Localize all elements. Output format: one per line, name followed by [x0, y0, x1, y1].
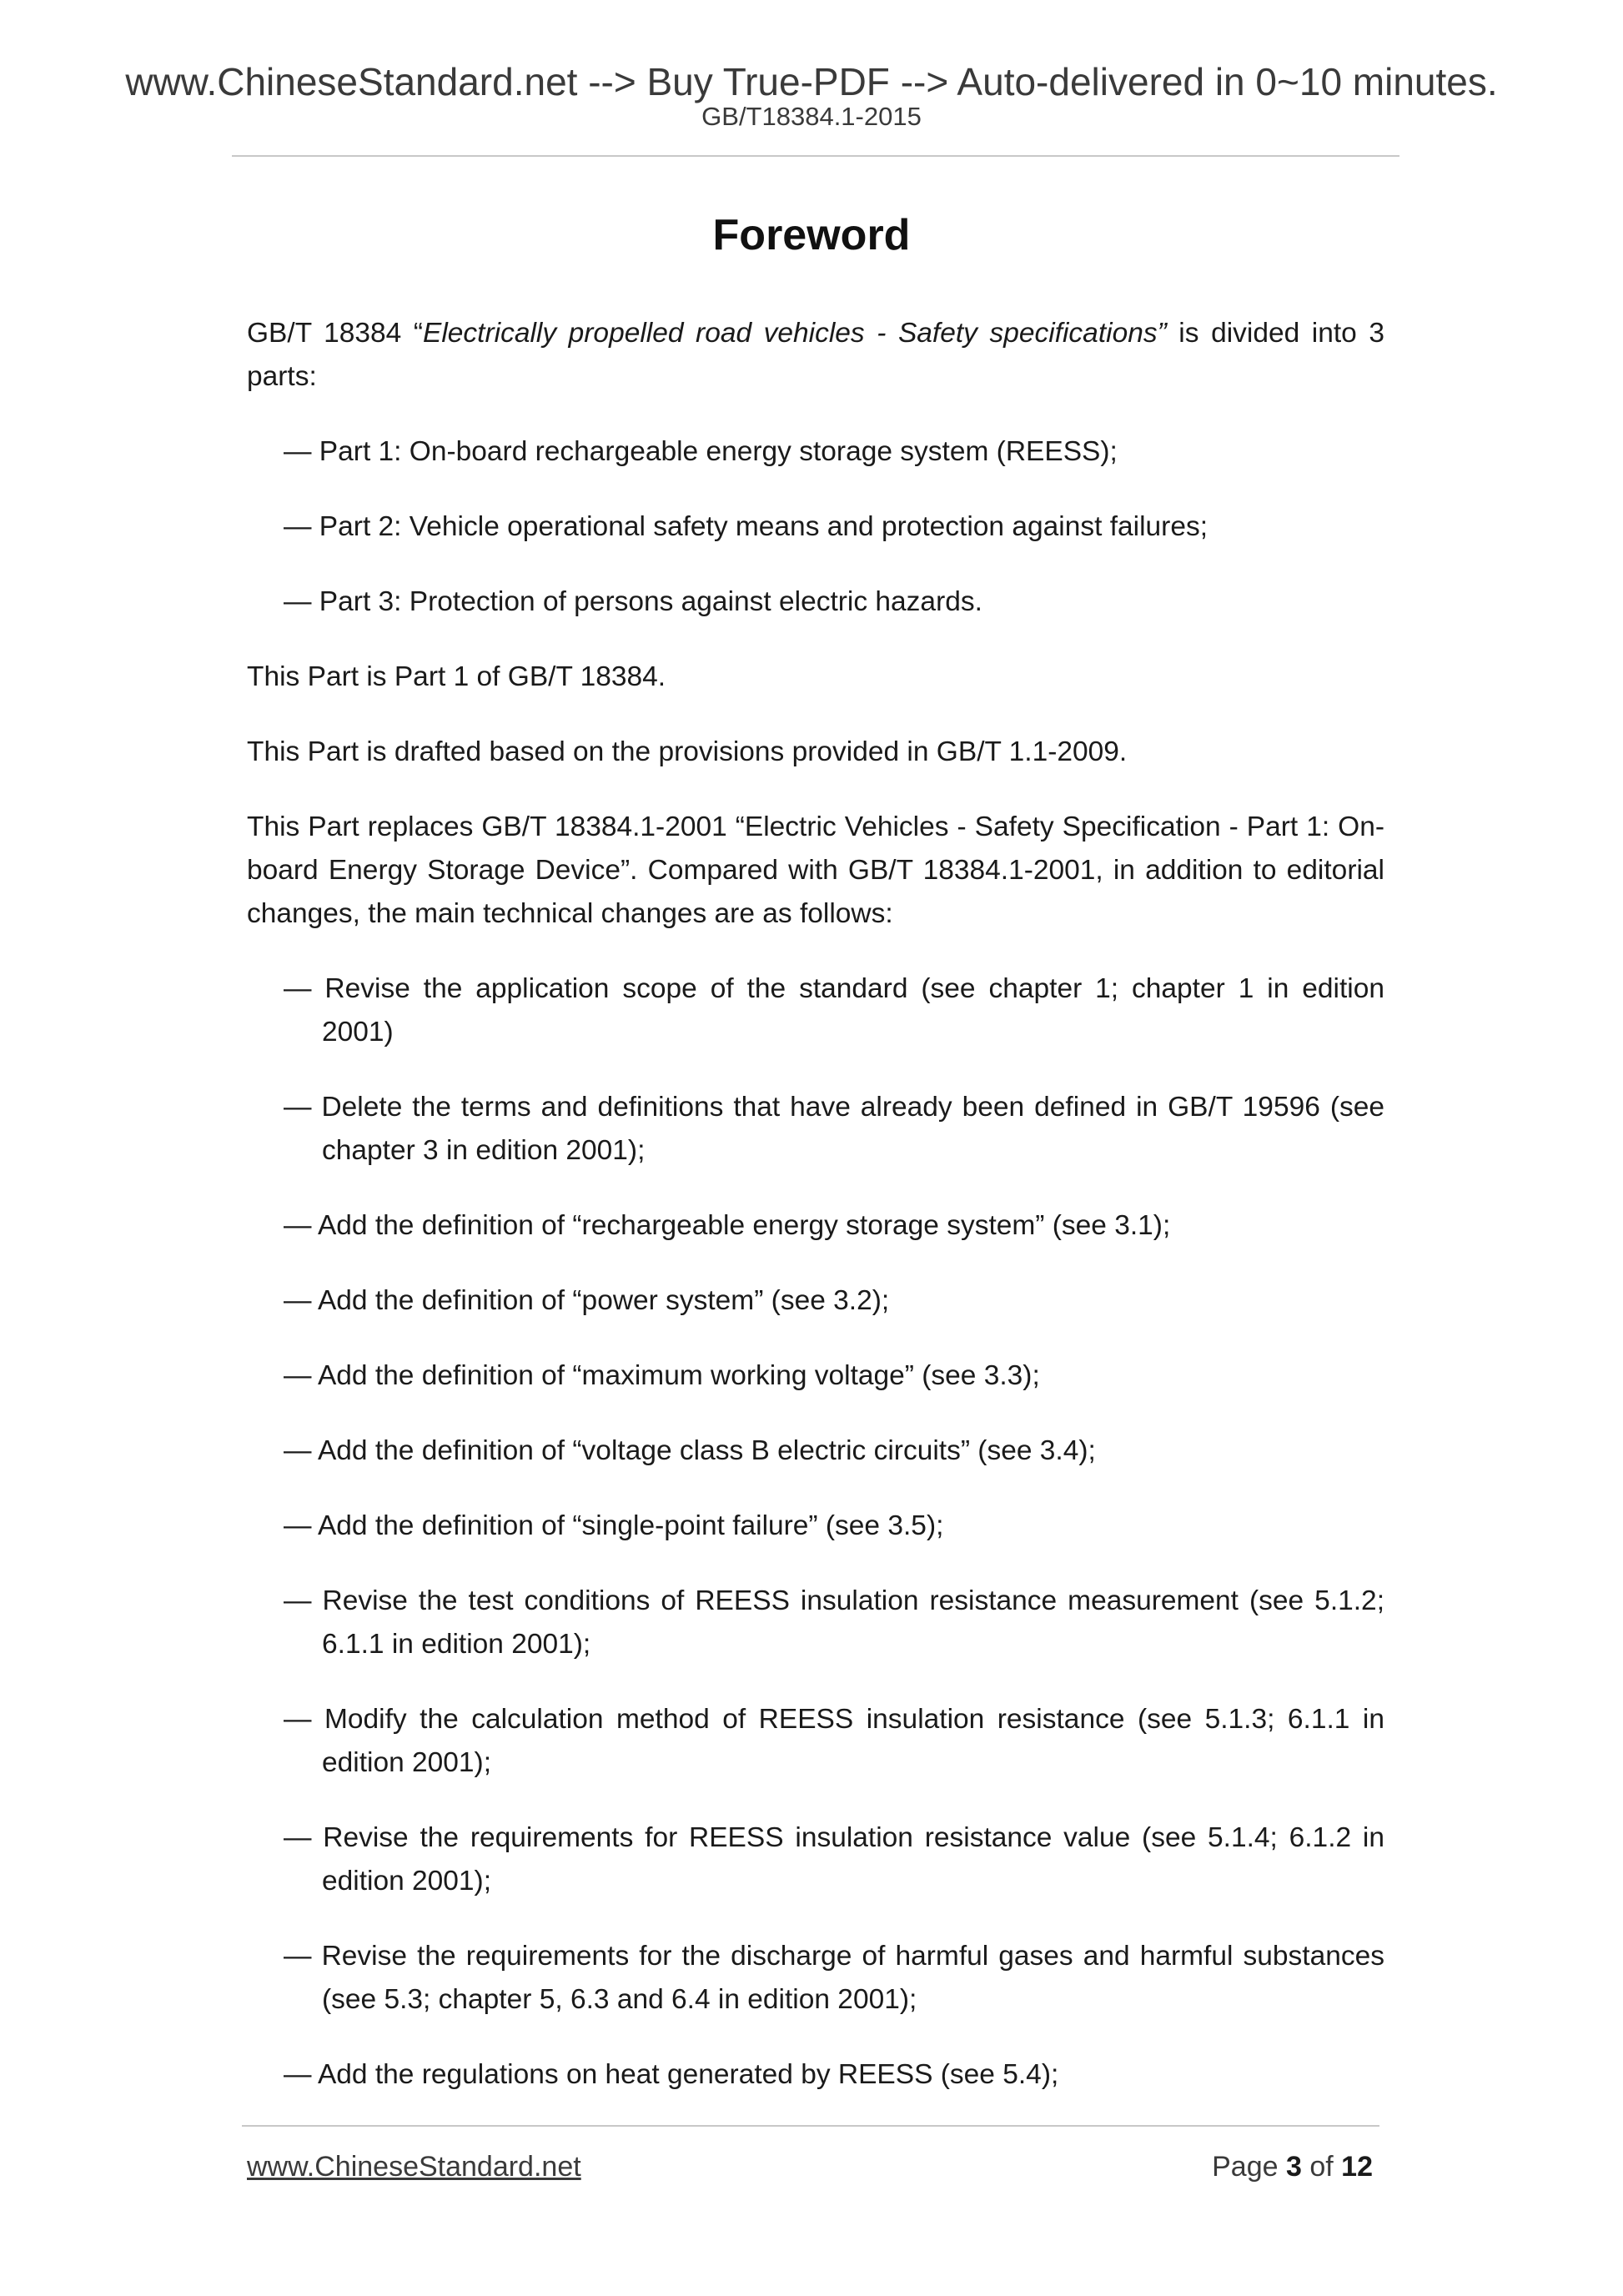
change-item-def-max-voltage: — Add the definition of “maximum working voltage” (see 3.3); — [284, 1360, 1040, 1391]
list-item-part-1: — Part 1: On-board rechargeable energy storage system (REESS); — [284, 436, 1118, 467]
page-label: Page — [1212, 2151, 1279, 2183]
page-title: Foreword — [712, 211, 911, 259]
change-item-delete-terms: — Delete the terms and definitions that have already been defined in GB/T 19596 (see chapter 3 in edition 2001); — [284, 1092, 1384, 1166]
statement-drafting: This Part is drafted based on the provisions provided in GB/T 1.1-2009. — [247, 736, 1128, 767]
statement-part-number: This Part is Part 1 of GB/T 18384. — [247, 661, 666, 692]
header-divider — [232, 155, 1399, 157]
change-item-def-single-point: — Add the definition of “single-point failure” (see 3.5); — [284, 1510, 944, 1541]
footer-divider — [242, 2125, 1379, 2127]
header-banner: www.ChineseStandard.net --> Buy True-PDF --> Auto-delivered in 0~10 minutes. — [125, 60, 1498, 103]
intro-paragraph — [247, 312, 1384, 399]
page-number: 3 — [1285, 2151, 1302, 2183]
change-item-test-conditions: — Revise the test conditions of REESS insulation resistance measurement (see 5.1.2; 6.1.1 in edition 2001); — [284, 1585, 1384, 1660]
change-item-calculation: — Modify the calculation method of REESS insulation resistance (see 5.1.3; 6.1.1 in edition 2001); — [284, 1704, 1384, 1778]
change-item-heat: — Add the regulations on heat generated by REESS (see 5.4); — [284, 2059, 1059, 2090]
change-item-def-class-b: — Add the definition of “voltage class B electric circuits” (see 3.4); — [284, 1435, 1096, 1466]
list-item-part-2: — Part 2: Vehicle operational safety means and protection against failures; — [284, 511, 1208, 542]
document-body — [247, 312, 1384, 2097]
intro-prefix: GB/T 18384 “ — [247, 318, 423, 349]
page-indicator — [1212, 2150, 1373, 2183]
standard-code: GB/T18384.1-2015 — [701, 102, 922, 131]
change-item-def-reess: — Add the definition of “rechargeable energy storage system” (see 3.1); — [284, 1210, 1171, 1241]
of-label: of — [1309, 2151, 1334, 2183]
list-item-part-3: — Part 3: Protection of persons against electric hazards. — [284, 586, 982, 617]
footer-website-link[interactable]: www.ChineseStandard.net — [247, 2151, 581, 2183]
intro-title-italic: Electrically propelled road vehicles - Safety specifications” — [423, 318, 1167, 349]
page-total: 12 — [1341, 2151, 1373, 2183]
change-item-def-power-system: — Add the definition of “power system” (see 3.2); — [284, 1285, 890, 1316]
statement-replaces: This Part replaces GB/T 18384.1-2001 “Electric Vehicles - Safety Specification - Part 1: On-board Energy Storage Device”. Compared with GB/T 18384.1-2001, in addition to editorial changes, the main technical changes are as follows: — [247, 811, 1384, 929]
change-item-scope: — Revise the application scope of the standard (see chapter 1; chapter 1 in edition 2001) — [284, 973, 1384, 1048]
change-item-resistance-value: — Revise the requirements for REESS insulation resistance value (see 5.1.4; 6.1.2 in edition 2001); — [284, 1822, 1384, 1897]
intro-suffix: is divided into 3 parts: — [247, 318, 1384, 392]
change-item-harmful-gases: — Revise the requirements for the discharge of harmful gases and harmful substances (see 5.3; chapter 5, 6.3 and 6.4 in edition 2001); — [284, 1941, 1384, 2015]
